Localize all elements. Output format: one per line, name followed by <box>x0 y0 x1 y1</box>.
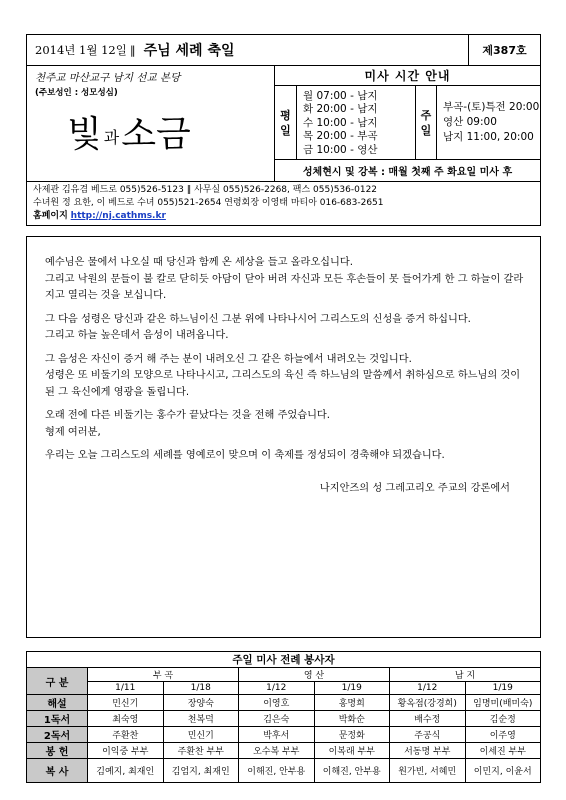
roster-cell: 민신기 <box>163 727 239 743</box>
roster-cell: 배수정 <box>390 711 466 727</box>
roster-cell: 황옥점(강경희) <box>390 695 466 711</box>
weekday-mass-list <box>297 86 415 159</box>
weekday-mass-item: 월 07:00 - 남지 <box>303 90 378 102</box>
logo-word-salt: 소금 <box>121 114 191 155</box>
homily-paragraph: 그리고 하늘 높은데서 음성이 내려옵니다. <box>45 330 229 341</box>
homily-paragraph: 그 다음 성령은 당신과 같은 하느님이신 그분 위에 나타나시어 그리스도의 신성을 증거 하십니다. <box>45 313 471 325</box>
role-label: 복 사 <box>27 759 88 783</box>
homily-paragraph: 형제 여러분, <box>45 426 101 438</box>
roster-cell: 최숙영 <box>88 711 164 727</box>
homily-paragraph: 성령은 또 비둘기의 모양으로 나타나시고, 그리스도의 육신 즉 하느님의 말씀께서 취하심으로 하느님의 것이 된 그 육신에게 영광을 돌립니다. <box>45 370 521 398</box>
masthead <box>26 66 541 182</box>
bulletin-logo <box>67 106 191 157</box>
roster-row <box>27 743 541 759</box>
roster-row <box>27 711 541 727</box>
date-header: 1/19 <box>314 682 390 695</box>
homily-paragraph: 우리는 오늘 그리스도의 세례를 영예로이 맞으며 이 축제를 정성되이 경축해야 되겠습니다. <box>45 450 445 461</box>
date-header: 1/12 <box>390 682 466 695</box>
parish-header: 남 지 <box>390 668 541 682</box>
date-header: 1/19 <box>465 682 541 695</box>
roster-row <box>27 759 541 783</box>
roster-cell: 민신기 <box>88 695 164 711</box>
homepage-label: 홈페이지 <box>33 211 68 221</box>
mass-schedule-title: 미사 시간 안내 <box>275 66 540 86</box>
roster-cell: 이복래 부부 <box>314 743 390 759</box>
adoration-note: 성체현시 및 강복 : 매월 첫째 주 화요일 미사 후 <box>302 167 513 178</box>
header-separator: ‖ <box>129 43 136 57</box>
mass-schedule-body <box>275 86 540 160</box>
homily-box <box>26 236 541 638</box>
homily-paragraph: 오래 전에 다른 비둘기는 홍수가 끝났다는 것을 전해 주었습니다. <box>45 410 331 421</box>
homily-paragraph: 예수님은 물에서 나오실 때 당신과 함께 온 세상을 들고 올라오십니다. <box>45 257 353 268</box>
bulletin-header <box>26 34 541 66</box>
roster-cell: 문정화 <box>314 727 390 743</box>
roster-row <box>27 727 541 743</box>
roster-cell: 박후서 <box>239 727 315 743</box>
contact-line-rectory: 사제관 김유겸 베드로 055)526-5123 ‖ 사무실 055)526-2268, 팩스 055)536-0122 <box>33 185 378 195</box>
sunday-mass-list <box>437 86 540 159</box>
homily-source: 나지안즈의 성 그레고리오 주교의 강론에서 <box>319 482 510 494</box>
roster-cell: 박화순 <box>314 711 390 727</box>
date-header: 1/12 <box>239 682 315 695</box>
logo-word-light: 빛 <box>67 114 102 155</box>
roster-cell: 이해진, 안부용 <box>314 759 390 783</box>
roster-row <box>27 695 541 711</box>
roster-cell: 주공식 <box>390 727 466 743</box>
parish-name: 천주교 마산교구 남지 선교 본당 <box>35 72 181 84</box>
roster-cell: 임명미(배미숙) <box>465 695 541 711</box>
roster-cell: 주환찬 부부 <box>163 743 239 759</box>
weekday-mass-item: 목 20:00 - 부곡 <box>303 130 378 143</box>
role-label: 봉 헌 <box>27 743 88 759</box>
weekday-mass-item: 금 10:00 - 영산 <box>303 143 378 156</box>
role-label: 2독서 <box>27 727 88 743</box>
roster-cell: 김순정 <box>465 711 541 727</box>
homepage-line <box>33 210 534 223</box>
roster-title: 주일 미사 전례 봉사자 <box>27 652 541 668</box>
patron-saint: (주보성인 : 성모성심) <box>35 88 118 98</box>
roster-cell: 오수복 부부 <box>239 743 315 759</box>
roster-cell: 김예지, 최재인 <box>88 759 164 783</box>
date-header: 1/18 <box>163 682 239 695</box>
mass-schedule <box>275 66 540 181</box>
roster-cell: 서동명 부부 <box>390 743 466 759</box>
parish-header: 영 산 <box>239 668 390 682</box>
bulletin-date: 2014년 1월 12일 <box>35 43 127 57</box>
roster-cell: 이영호 <box>239 695 315 711</box>
sunday-mass-item: 남지 11:00, 20:00 <box>443 131 534 143</box>
roster-cell: 이세진 부부 <box>465 743 541 759</box>
header-left <box>27 35 468 65</box>
role-label: 1독서 <box>27 711 88 727</box>
roster-cell: 김은숙 <box>239 711 315 727</box>
contact-info <box>26 182 541 226</box>
weekday-label: 평 일 <box>275 86 297 159</box>
roster-cell: 김엄지, 최재인 <box>163 759 239 783</box>
roster-cell: 이주영 <box>465 727 541 743</box>
issue-number: 제387호 <box>468 35 540 65</box>
weekday-mass-item: 화 20:00 - 남지 <box>303 103 378 116</box>
homily-paragraph: 그리고 낙원의 문들이 불 칼로 닫히듯 아담이 닫아 버려 자신과 모든 후손들이 못 들어가게 한 그 하늘이 갈라지고 열리는 것을 보십니다. <box>45 273 524 301</box>
homily-paragraph: 그 음성은 자신이 증거 해 주는 분이 내려오신 그 같은 하늘에서 내려오는 것입니다. <box>45 353 412 365</box>
roster-cell: 이익중 부부 <box>88 743 164 759</box>
roster-cell: 원가빈, 서혜민 <box>390 759 466 783</box>
feast-title: 주님 세례 축일 <box>143 43 235 59</box>
role-label: 해설 <box>27 695 88 711</box>
homepage-link[interactable]: http://nj.cathms.kr <box>70 211 166 221</box>
roster-cell: 천복덕 <box>163 711 239 727</box>
roster-cell: 이해진, 안부용 <box>239 759 315 783</box>
date-header: 1/11 <box>88 682 164 695</box>
parish-header: 부 곡 <box>88 668 239 682</box>
sunday-mass-item: 부곡-(토)특전 20:00 <box>443 101 540 113</box>
liturgy-roster-table <box>26 651 541 783</box>
contact-line-convent: 수녀원 정 요한, 이 베드로 수녀 055)521-2654 연령회장 이영태 마티아 016-683-2651 <box>33 198 384 208</box>
logo-connector: 과 <box>103 128 120 147</box>
weekday-mass-item: 수 10:00 - 남지 <box>303 116 378 129</box>
sunday-mass-item: 영산 09:00 <box>443 116 497 128</box>
roster-cell: 주환찬 <box>88 727 164 743</box>
masthead-brand <box>27 66 275 181</box>
sunday-label: 주 일 <box>415 86 437 159</box>
roster-corner-label: 구 분 <box>27 668 88 695</box>
roster-cell: 이민지, 이윤서 <box>465 759 541 783</box>
roster-cell: 장양숙 <box>163 695 239 711</box>
roster-cell: 홍명희 <box>314 695 390 711</box>
